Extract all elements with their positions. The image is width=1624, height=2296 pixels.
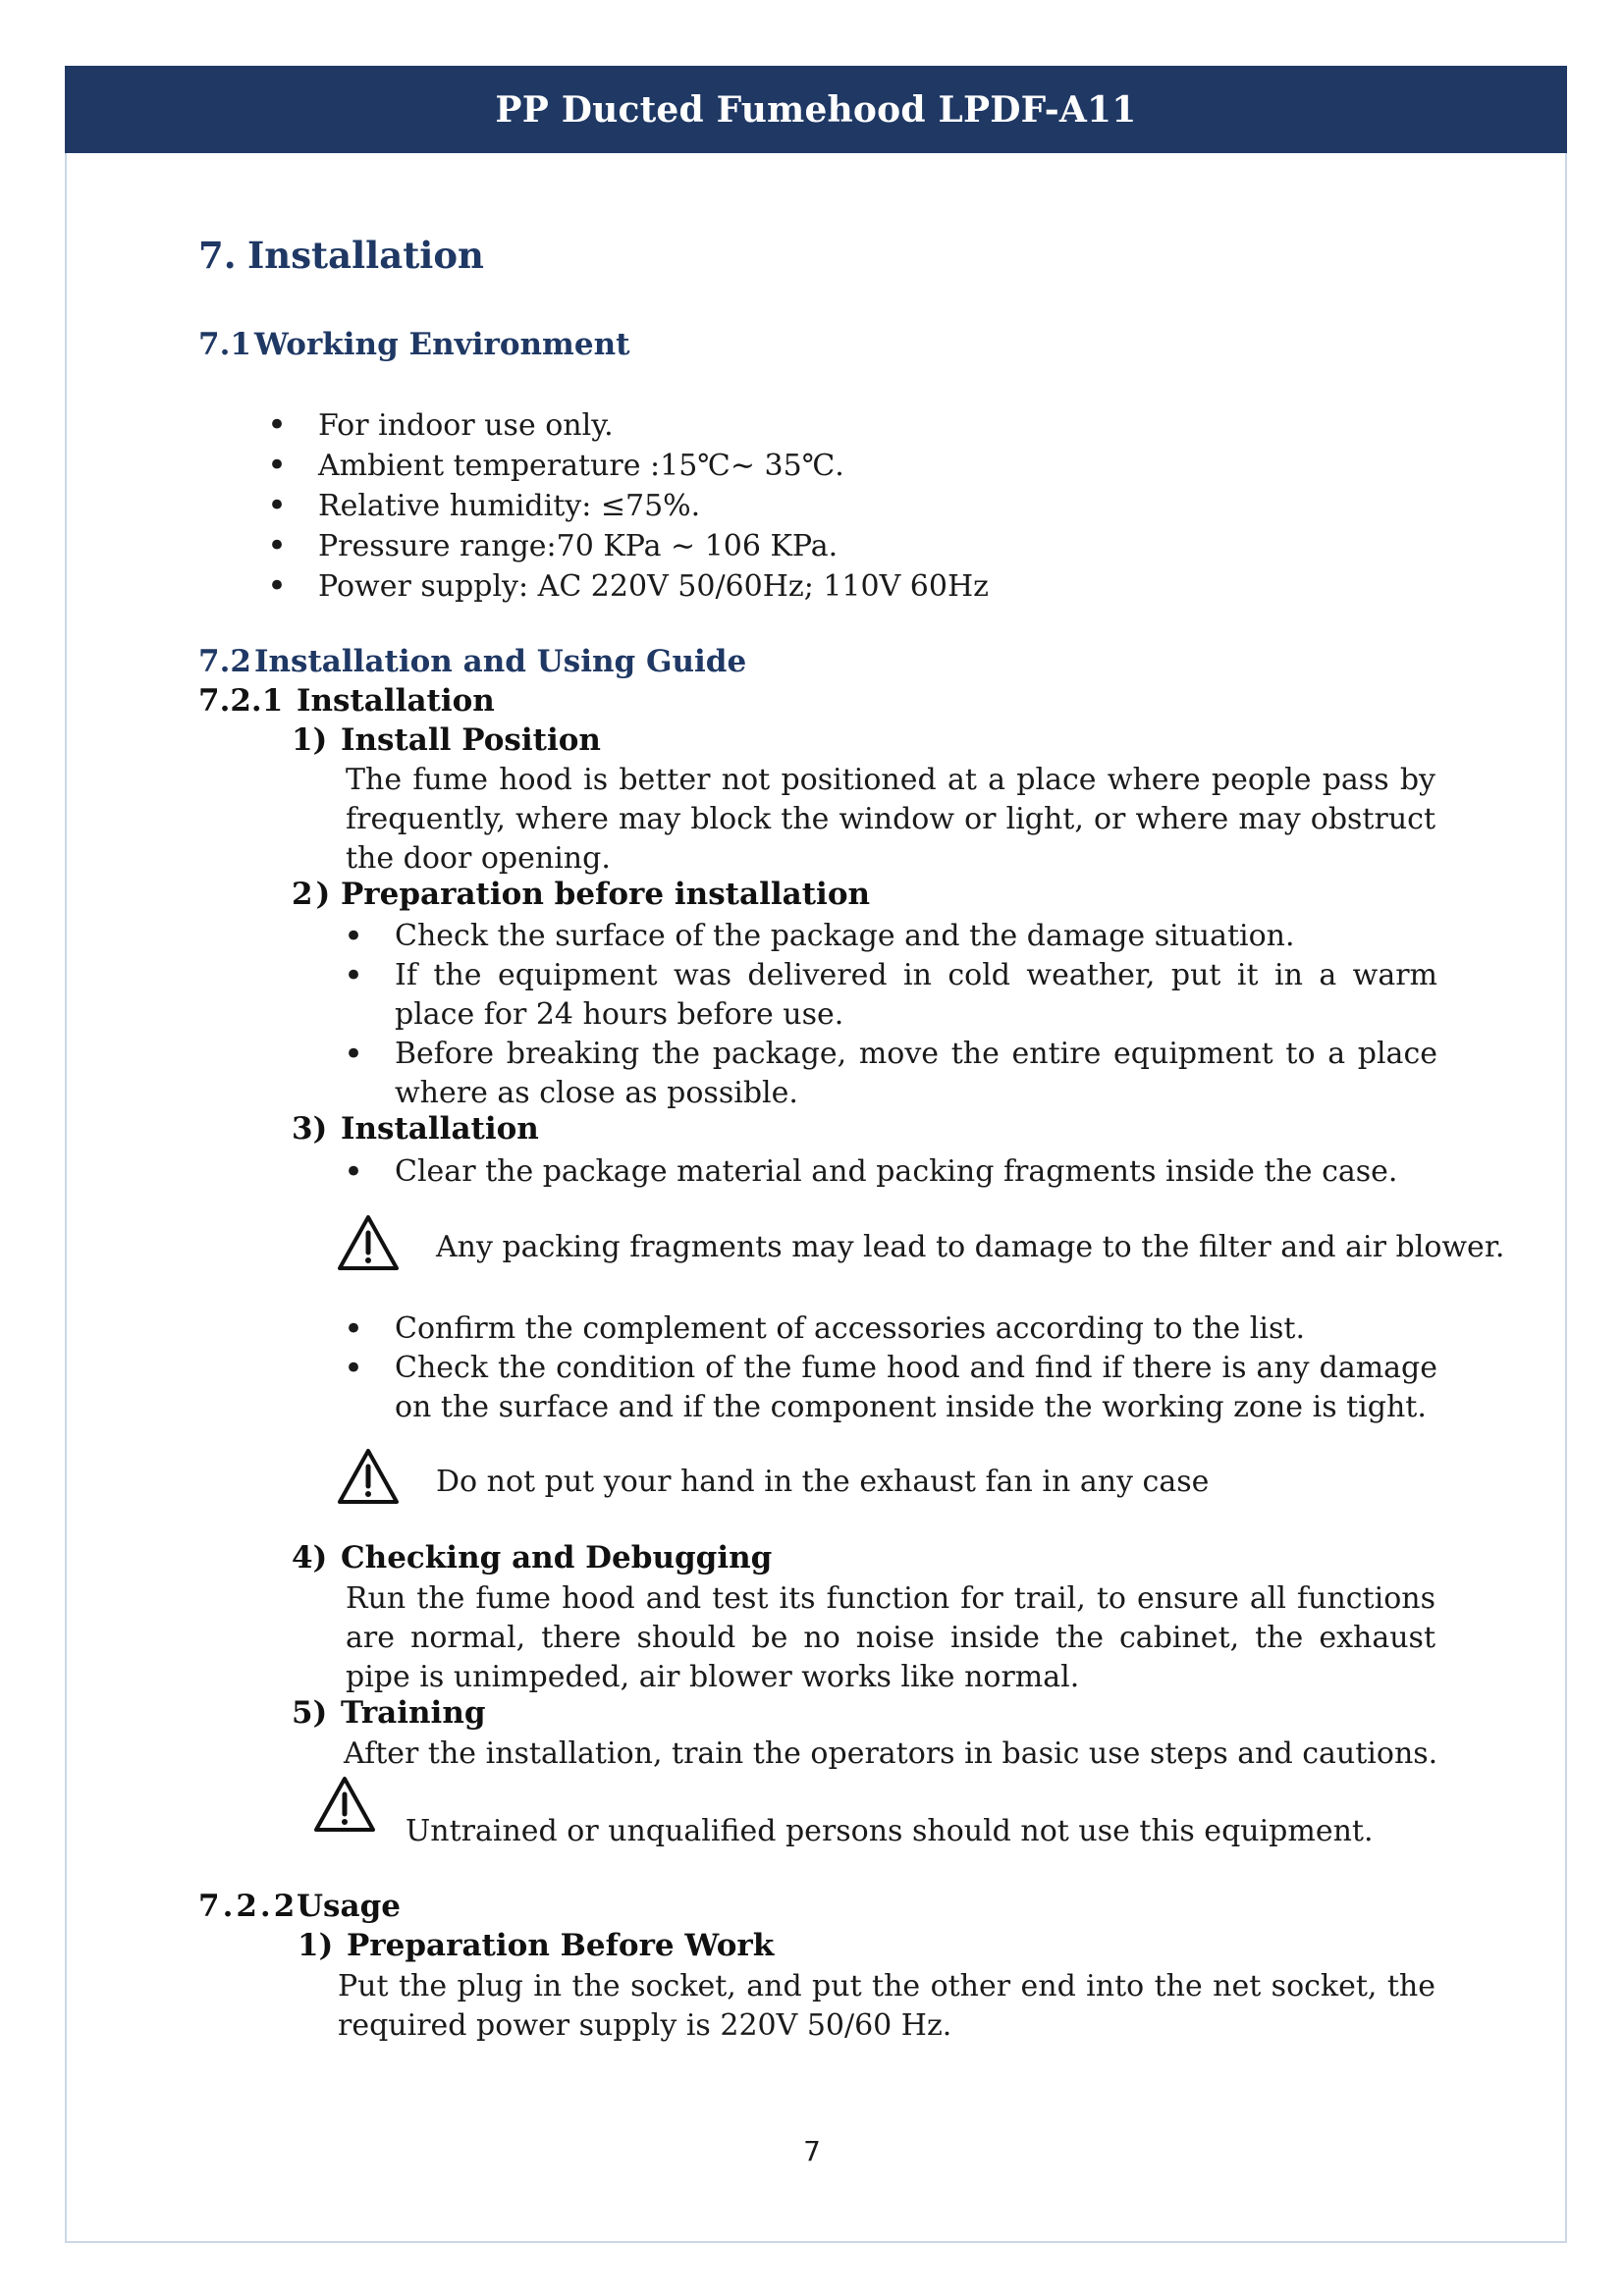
environment-list [267, 405, 989, 607]
step-paragraph: After the installation, train the operators in basic use steps and cautions. [344, 1736, 1438, 1771]
step-title: Preparation Before Work [347, 1928, 775, 1963]
list-item: • Relative humidity: ≤75%. [267, 486, 989, 526]
document-title: PP Ducted Fumehood LPDF-A11 [495, 88, 1137, 131]
subsection-number: 7.2.1 [198, 683, 284, 719]
step-title: Installation [341, 1111, 539, 1147]
warning-text: Do not put your hand in the exhaust fan in any case [436, 1465, 1210, 1499]
warning-text: Untrained or unqualified persons should not use this equipment. [406, 1814, 1374, 1848]
step-title: Preparation before installation [341, 877, 871, 912]
list-item-text: Clear the package material and packing fragments inside the case. [395, 1154, 1398, 1189]
list-item: • Pressure range:70 KPa ∼ 106 KPa. [267, 526, 989, 566]
list-item: • Before breaking the package, move the entire equipment to a place where as close as possible. [344, 1035, 1437, 1110]
section-title: Installation [247, 234, 484, 277]
step-heading [292, 722, 601, 758]
list-item: • Clear the package material and packing fragments inside the case. [344, 1152, 1398, 1192]
list-item-text: Before breaking the package, move the entire equipment to a place where as close as possible. [395, 1037, 1437, 1110]
subsection-heading-7-2-2 [198, 1889, 401, 1924]
list-item-text: Confirm the complement of accessories according to the list. [395, 1311, 1305, 1346]
step-paragraph: Put the plug in the socket, and put the other end into the net socket, the required power supply is 220V 50/60 Hz. [338, 1969, 1435, 2043]
list-item-text: Check the condition of the fume hood and find if there is any damage on the surface and if the component inside the working zone is tight. [395, 1351, 1437, 1424]
step-title: Install Position [341, 722, 601, 758]
subsection-heading-7-2 [198, 644, 746, 679]
step-number: 3) [292, 1111, 328, 1147]
step-paragraph: The fume hood is better not positioned at a place where people pass by frequently, where may block the window or light, or where may obstruct the door opening. [346, 763, 1435, 876]
step-paragraph: Run the fume hood and test its function for trail, to ensure all functions are normal, there should be no noise inside the cabinet, the exhaust pipe is unimpeded, air blower works like normal. [346, 1581, 1435, 1694]
list-item: • For indoor use only. [267, 405, 989, 446]
step-heading [292, 877, 870, 912]
list-item: • Check the condition of the fume hood and find if there is any damage on the surface and if the component inside the working zone is tight. [344, 1349, 1437, 1424]
subsection-heading-7-1 [198, 327, 629, 362]
step-number: 5) [292, 1695, 328, 1731]
subsection-number: 7.2.2 [198, 1889, 298, 1924]
step-title: Training [341, 1695, 486, 1731]
subsection-title: Working Environment [254, 327, 630, 362]
list-item: • Power supply: AC 220V 50/60Hz; 110V 60Hz [267, 566, 989, 607]
list-item-text: Check the surface of the package and the damage situation. [395, 919, 1295, 953]
warning-triangle-icon [312, 1775, 377, 1834]
page-number: 7 [803, 2135, 821, 2167]
subsection-number: 7.2 [198, 644, 251, 679]
step-number: 4) [292, 1540, 328, 1575]
step-heading [292, 1540, 772, 1575]
warning-triangle-icon [336, 1447, 401, 1506]
list-item: • Ambient temperature :15℃∼ 35℃. [267, 446, 989, 486]
subsection-title: Installation [297, 683, 495, 719]
step-number: 1) [298, 1928, 334, 1963]
list-item: • Check the surface of the package and the damage situation. [344, 917, 1295, 956]
step-title: Checking and Debugging [341, 1540, 773, 1575]
step-number: 2 ) [292, 877, 331, 912]
step-heading [298, 1928, 774, 1963]
section-heading [198, 234, 484, 277]
step-heading [292, 1695, 486, 1731]
warning-triangle-icon [336, 1213, 401, 1272]
subsection-title: Usage [297, 1889, 401, 1924]
list-item-text: If the equipment was delivered in cold weather, put it in a warm place for 24 hours before use. [395, 958, 1437, 1032]
subsection-heading-7-2-1 [198, 683, 495, 719]
subsection-title: Installation and Using Guide [254, 644, 747, 679]
list-item: • If the equipment was delivered in cold weather, put it in a warm place for 24 hours before use. [344, 956, 1437, 1032]
document-header [65, 66, 1567, 153]
step-number: 1) [292, 722, 328, 758]
list-item: • Confirm the complement of accessories according to the list. [344, 1309, 1305, 1349]
step-heading [292, 1111, 539, 1147]
subsection-number: 7.1 [198, 327, 251, 362]
warning-text: Any packing fragments may lead to damage to the filter and air blower. [436, 1230, 1505, 1264]
section-number: 7. [198, 234, 237, 277]
